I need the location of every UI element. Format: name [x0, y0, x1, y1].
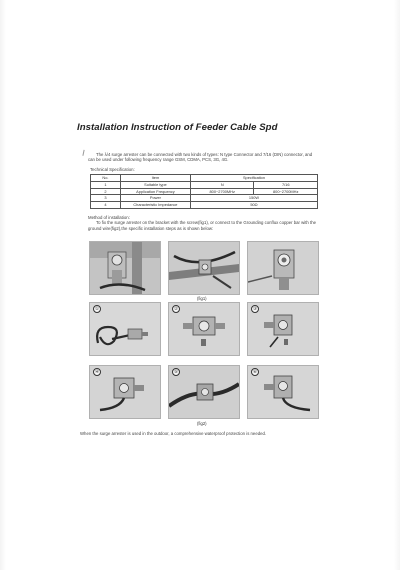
header-item: Item [120, 175, 190, 182]
cell-item: Suitable type [120, 181, 190, 188]
cell-item: Characteristic Impedance [120, 202, 190, 209]
fig2-label: (fig2) [197, 421, 207, 426]
bracket-arrester-image [90, 242, 160, 294]
method-line-1: To fix the surge arrester on the bracket with the screw(fig1), or connect to the Grounding conflux copper bar with the [96, 220, 316, 226]
fig1-photo-arrester [247, 241, 319, 295]
step-badge: ③ [252, 306, 258, 311]
step-badge: ② [173, 306, 179, 311]
intro-paragraph [88, 152, 336, 163]
method-heading: Method of installation: [88, 215, 130, 220]
cell-spec-b: 800~2700MHz [254, 188, 318, 195]
intro-line-1: The λ/4 surge arrester can be connected with two kinds of types: N type Connector and 7/16 (DIN) connector, and [96, 152, 313, 157]
step-photo-6 [247, 365, 319, 419]
spec-row [91, 181, 318, 188]
cell-no: 4 [91, 202, 121, 209]
spec-row [91, 195, 318, 202]
step-photo-1 [89, 302, 161, 356]
mounting-image [169, 242, 239, 294]
step-badge: ⑤ [173, 369, 179, 374]
footer-note: When the surge arrester is used in the outdoor, a comprehensive waterproof protection is needed. [80, 431, 267, 436]
spec-row [91, 188, 318, 195]
pen-mark [82, 150, 86, 156]
cell-spec-b: 7/16 [254, 181, 318, 188]
spec-table [90, 174, 318, 209]
cell-spec-a: 800~2700MHz [190, 188, 253, 195]
fig1-photo-mounting [168, 241, 240, 295]
intro-line-2: can be used under following frequency range GSM, CDMA, PCS, 3G, 4G. [88, 157, 229, 163]
method-line-2: ground wire(fig2),the specific installation steps as is shown below: [88, 225, 214, 231]
header-no: No. [91, 175, 121, 182]
spec-row [91, 202, 318, 209]
cell-item: Application Frequency [120, 188, 190, 195]
spec-header-row [91, 175, 318, 182]
step-badge: ① [94, 306, 100, 311]
cell-spec-merged: 150W [190, 195, 317, 202]
spec-heading: Technical Specification: [90, 167, 135, 172]
step-photo-5 [168, 365, 240, 419]
cell-no: 3 [91, 195, 121, 202]
step-photo-3 [247, 302, 319, 356]
method-section [88, 215, 328, 231]
step-photo-2 [168, 302, 240, 356]
arrester-closeup-image [248, 242, 318, 294]
step-badge: ④ [94, 369, 100, 374]
header-specification: Specification [190, 175, 317, 182]
step-badge: ⑥ [252, 369, 258, 374]
step-photo-4 [89, 365, 161, 419]
fig1-label: (fig1) [197, 296, 207, 301]
fig1-photo-bracket [89, 241, 161, 295]
document-title: Installation Instruction of Feeder Cable Spd [77, 122, 278, 133]
cell-no: 1 [91, 181, 121, 188]
cell-no: 2 [91, 188, 121, 195]
cell-spec-a: N [190, 181, 253, 188]
cell-item: Power [120, 195, 190, 202]
cell-spec-merged: 50Ω [190, 202, 317, 209]
